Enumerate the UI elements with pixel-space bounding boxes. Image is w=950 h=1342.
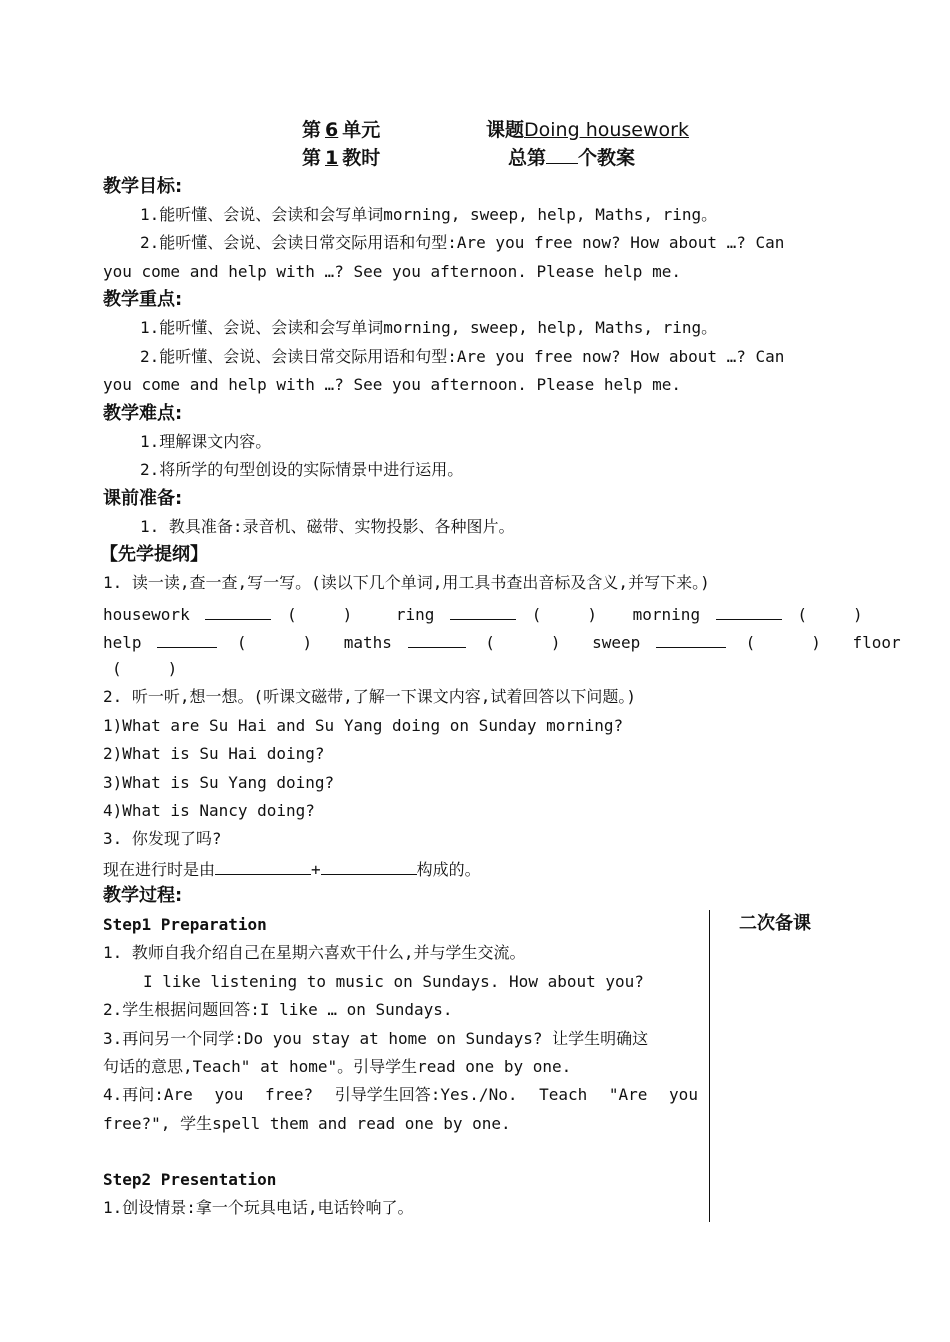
period-prefix: 第 — [302, 147, 322, 169]
text-segment: "Are — [608, 1085, 648, 1104]
objectives-heading: 教学目标: — [103, 176, 183, 197]
unit-number: 6 — [325, 119, 339, 141]
text-segment: Teach — [539, 1085, 588, 1104]
total-prefix: 总第 — [508, 147, 547, 169]
preparation-heading: 课前准备: — [103, 488, 183, 509]
formula-line — [103, 858, 481, 880]
answer-blank — [716, 603, 782, 620]
answer-blank — [157, 631, 217, 648]
word-maths: maths — [343, 633, 392, 652]
word-help: help — [103, 633, 142, 652]
step1-item-1-dialogue: I like listening to music on Sundays. How about you? — [143, 972, 644, 991]
text-segment: free? — [264, 1085, 314, 1104]
key-point-item-2-line-2: you come and help with …? See you afternoon. Please help me. — [103, 375, 681, 394]
step1-item-2: 2.学生根据问题回答:I like … on Sundays. — [103, 1000, 453, 1019]
preparation-item-1: 1. 教具准备:录音机、磁带、实物投影、各种图片。 — [140, 517, 515, 536]
paren-open: ( — [745, 633, 756, 652]
formula-suffix: 构成的。 — [416, 860, 481, 879]
key-points-heading: 教学重点: — [103, 289, 183, 310]
word-morning: morning — [632, 605, 701, 624]
process-heading: 教学过程: — [103, 885, 183, 906]
paren-close: ) — [587, 605, 597, 624]
question-1: 1)What are Su Hai and Su Yang doing on Sunday morning? — [103, 716, 624, 735]
answer-blank — [408, 631, 466, 648]
preview-task-3: 3. 你发现了吗? — [103, 829, 222, 848]
answer-blank — [656, 631, 726, 648]
answer-blank — [205, 603, 271, 620]
period-title — [302, 146, 380, 170]
paren-close: ) — [811, 633, 821, 652]
formula-blank-1 — [215, 858, 311, 875]
topic-name: Doing housework — [524, 119, 689, 141]
word-row-2 — [103, 631, 901, 653]
paren-open: ( — [797, 605, 807, 624]
objective-item-2-line-2: you come and help with …? See you afternoon. Please help me. — [103, 262, 681, 281]
paren-open: ( — [286, 605, 297, 624]
step2-item-1: 1.创设情景:拿一个玩具电话,电话铃响了。 — [103, 1198, 414, 1217]
total-suffix: 个教案 — [578, 147, 636, 169]
key-point-item-2-line-1: 2.能听懂、会说、会读日常交际用语和句型:Are you free now? How about …? Can — [140, 347, 785, 366]
question-4: 4)What is Nancy doing? — [103, 801, 315, 820]
paren-close: ) — [342, 605, 353, 624]
period-suffix: 教时 — [342, 147, 381, 169]
topic-label: 课题 — [486, 119, 525, 141]
period-number: 1 — [325, 147, 339, 169]
unit-title — [302, 118, 380, 142]
unit-prefix: 第 — [302, 119, 322, 141]
step1-item-3-line-2: 句话的意思,Teach" at home"。引导学生read one by one. — [103, 1057, 572, 1076]
column-divider — [709, 910, 710, 1222]
difficulty-item-1: 1.理解课文内容。 — [140, 432, 272, 451]
question-3: 3)What is Su Yang doing? — [103, 773, 335, 792]
word-floor: floor — [852, 633, 901, 652]
word-sweep: sweep — [592, 633, 641, 652]
text-segment: 4.再问:Are — [103, 1085, 193, 1104]
paren-close: ) — [550, 633, 561, 652]
paren-open: ( — [485, 633, 495, 652]
total-count-blank — [546, 147, 578, 164]
step1-title: Step1 Preparation — [103, 915, 267, 934]
preview-heading: 【先学提纲】 — [100, 544, 208, 565]
word-ring: ring — [395, 605, 435, 624]
formula-blank-2 — [321, 858, 417, 875]
step1-item-4-line-1 — [103, 1085, 698, 1105]
word-row-1 — [103, 603, 863, 625]
step1-item-3-line-1: 3.再问另一个同学:Do you stay at home on Sundays? 让学生明确这 — [103, 1029, 649, 1048]
formula-prefix: 现在进行时是由 — [103, 860, 216, 879]
question-2: 2)What is Su Hai doing? — [103, 744, 325, 763]
paren-open: ( — [236, 633, 247, 652]
step2-title: Step2 Presentation — [103, 1170, 277, 1189]
key-point-item-1: 1.能听懂、会说、会读和会写单词morning, sweep, help, Maths, ring。 — [140, 318, 718, 337]
word-housework: housework — [103, 605, 190, 624]
formula-plus: + — [311, 860, 321, 879]
paren-open: ( — [112, 659, 122, 678]
answer-blank — [450, 603, 516, 620]
topic-title — [486, 118, 699, 142]
difficulties-heading: 教学难点: — [103, 403, 183, 424]
paren-close: ) — [853, 605, 863, 624]
step1-item-1: 1. 教师自我介绍自己在星期六喜欢干什么,并与学生交流。 — [103, 943, 526, 962]
unit-suffix: 单元 — [342, 119, 381, 141]
difficulty-item-2: 2.将所学的句型创设的实际情景中进行运用。 — [140, 460, 464, 479]
text-segment: you — [214, 1085, 244, 1104]
text-segment: 引导学生回答:Yes./No. — [334, 1085, 518, 1104]
floor-answer-paren — [112, 659, 177, 679]
paren-close: ) — [167, 659, 178, 678]
step1-item-4-line-2: free?", 学生spell them and read one by one. — [103, 1114, 511, 1133]
paren-close: ) — [302, 633, 313, 652]
objective-item-1: 1.能听懂、会说、会读和会写单词morning, sweep, help, Maths, ring。 — [140, 205, 718, 224]
lesson-count-title — [508, 146, 635, 170]
preview-task-1: 1. 读一读,查一查,写一写。(读以下几个单词,用工具书查出音标及含义,并写下来。) — [103, 573, 710, 592]
second-prep-heading: 二次备课 — [739, 913, 811, 934]
objective-item-2-line-1: 2.能听懂、会说、会读日常交际用语和句型:Are you free now? How about …? Can — [140, 233, 785, 252]
text-segment: you — [669, 1085, 698, 1104]
paren-open: ( — [531, 605, 542, 624]
preview-task-2: 2. 听一听,想一想。(听课文磁带,了解一下课文内容,试着回答以下问题。) — [103, 687, 637, 706]
